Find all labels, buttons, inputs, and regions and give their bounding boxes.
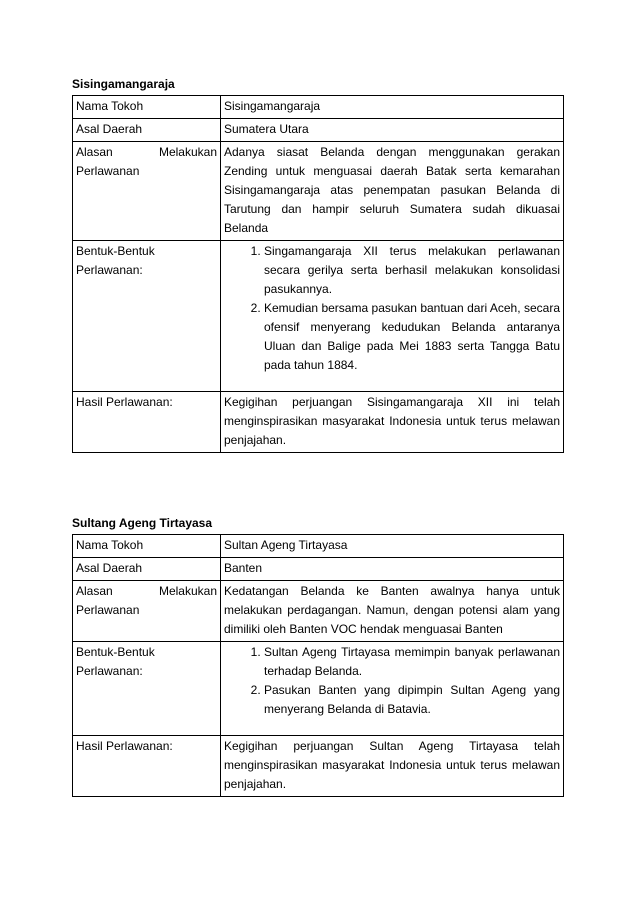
alasan-value: Kedatangan Belanda ke Banten awalnya hanya untuk melakukan perdagangan. Namun, dengan potensi alam yang dimiliki oleh Banten VOC hendak menguasai Banten bbox=[221, 581, 564, 642]
table-row bbox=[73, 558, 564, 581]
hasil-label: Hasil Perlawanan: bbox=[73, 392, 221, 453]
bentuk-value bbox=[221, 642, 564, 736]
section-sisingamangaraja bbox=[72, 74, 564, 453]
bentuk-list bbox=[224, 643, 560, 719]
alasan-label: Alasan Melakukan Perlawanan bbox=[73, 142, 221, 241]
nama-value: Sisingamangaraja bbox=[221, 96, 564, 119]
nama-label: Nama Tokoh bbox=[73, 535, 221, 558]
asal-label: Asal Daerah bbox=[73, 558, 221, 581]
asal-label: Asal Daerah bbox=[73, 119, 221, 142]
info-table bbox=[72, 95, 564, 453]
list-item: 2. Kemudian bersama pasukan bantuan dari Aceh, secara ofensif menyerang kedudukan Belanda antaranya Uluan dan Balige pada Mei 1883 serta Tangga Batu pada tahun 1884. bbox=[264, 299, 560, 375]
table-row bbox=[73, 736, 564, 797]
asal-value: Banten bbox=[221, 558, 564, 581]
bentuk-label: Bentuk-Bentuk Perlawanan: bbox=[73, 241, 221, 392]
section-sultan-ageng-tirtayasa bbox=[72, 513, 564, 797]
table-row bbox=[73, 142, 564, 241]
table-row bbox=[73, 392, 564, 453]
nama-label: Nama Tokoh bbox=[73, 96, 221, 119]
table-row bbox=[73, 96, 564, 119]
table-row bbox=[73, 642, 564, 736]
hasil-value: Kegigihan perjuangan Sisingamangaraja XII ini telah menginspirasikan masyarakat Indonesia untuk terus melawan penjajahan. bbox=[221, 392, 564, 453]
section-title: Sultang Ageng Tirtayasa bbox=[72, 516, 213, 530]
bentuk-value bbox=[221, 241, 564, 392]
nama-value: Sultan Ageng Tirtayasa bbox=[221, 535, 564, 558]
section-title: Sisingamangaraja bbox=[72, 77, 175, 91]
asal-value: Sumatera Utara bbox=[221, 119, 564, 142]
hasil-value: Kegigihan perjuangan Sultan Ageng Tirtayasa telah menginspirasikan masyarakat Indonesia untuk terus melawan penjajahan. bbox=[221, 736, 564, 797]
table-row bbox=[73, 535, 564, 558]
list-item: 1. Singamangaraja XII terus melakukan perlawanan secara gerilya serta berhasil melakukan konsolidasi pasukannya. bbox=[264, 242, 560, 299]
alasan-value: Adanya siasat Belanda dengan menggunakan gerakan Zending untuk menguasai daerah Batak serta kemarahan Sisingamangaraja atas penempatan pasukan Belanda di Tarutung dan hampir seluruh Sumatera sudah dikuasai Belanda bbox=[221, 142, 564, 241]
hasil-label: Hasil Perlawanan: bbox=[73, 736, 221, 797]
list-item: 2. Pasukan Banten yang dipimpin Sultan Ageng yang menyerang Belanda di Batavia. bbox=[264, 681, 560, 719]
info-table bbox=[72, 534, 564, 797]
list-item: 1. Sultan Ageng Tirtayasa memimpin banyak perlawanan terhadap Belanda. bbox=[264, 643, 560, 681]
alasan-label: Alasan Melakukan Perlawanan bbox=[73, 581, 221, 642]
bentuk-list bbox=[224, 242, 560, 375]
table-row bbox=[73, 119, 564, 142]
bentuk-label: Bentuk-Bentuk Perlawanan: bbox=[73, 642, 221, 736]
table-row bbox=[73, 241, 564, 392]
table-row bbox=[73, 581, 564, 642]
